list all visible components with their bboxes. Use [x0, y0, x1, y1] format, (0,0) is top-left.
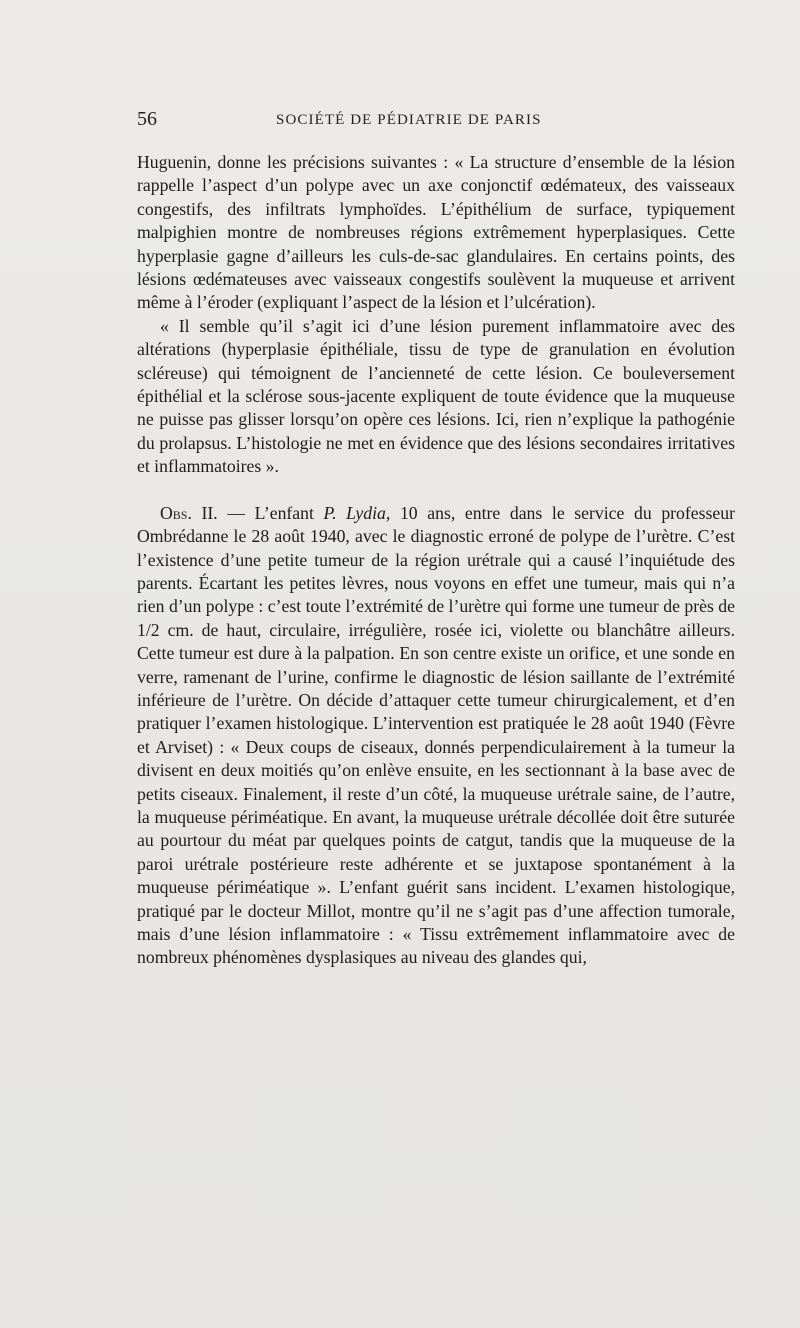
observation-label: Obs. II. [160, 502, 218, 523]
page-header [137, 108, 737, 138]
paragraph-histology-conclusion: « Il semble qu’il s’agit ici d’une lésion purement inflammatoire avec des altérations (hyperplasie épithéliale, tissu de type de granulation en évolution scléreuse) qui témoignent de l’ancienneté de cette lésion. Ce bouleversement épithélial et la sclérose sous-jacente expliquent de toute évidence que la muqueuse ne puisse pas glisser lorsqu’on opère ces lésions. Ici, rien n’explique la pathogénie du prolapsus. L’histologie ne met en évidence que des lésions secondaires irritatives et inflammatoires ». [137, 315, 735, 477]
paragraph-histology-description: Huguenin, donne les précisions suivantes : « La structure d’ensemble de la lésion rappelle l’aspect d’un polype avec un axe conjonctif œdémateux, des vaisseaux congestifs, des infiltrats lymphoïdes. L’épithélium de surface, typiquement malpighien montre de nombreuses régions extrêmement hyperplasiques. Cette hyperplasie gagne d’ailleurs les culs-de-sac glandulaires. En certains points, des lésions œdémateuses avec vaisseaux congestifs soulèvent la muqueuse et arrivent même à l’éroder (expliquant l’aspect de la lésion et l’ulcération). [137, 152, 735, 313]
body-text [137, 151, 735, 970]
observation-dash: — L’enfant [217, 502, 324, 523]
paragraph-observation-2 [137, 502, 735, 970]
patient-name: P. Lydia, [323, 502, 391, 523]
running-title: SOCIÉTÉ DE PÉDIATRIE DE PARIS [276, 112, 542, 128]
observation-text: 10 ans, entre dans le service du professeur Ombrédanne le 28 août 1940, avec le diagnostic erroné de polype de l’urètre. C’est l’existence d’une petite tumeur de la région urétrale qui a causé l’inquiétude des parents. Écartant les petites lèvres, nous voyons en effet une tumeur, mais qui n’a rien d’un polype : c’est toute l’extrémité de l’urètre qui forme une tumeur de près de 1/2 cm. de haut, circulaire, irrégulière, rosée ici, violette ou blanchâtre ailleurs. Cette tumeur est dure à la palpation. En son centre existe un orifice, et une sonde en verre, ramenant de l’urine, confirme le diagnostic de lésion saillante de l’extrémité inférieure de l’urètre. On décide d’attaquer cette tumeur chirurgicalement, et d’en pratiquer l’examen histologique. L’intervention est pratiquée le 28 août 1940 (Fèvre et Arviset) : « Deux coups de ciseaux, donnés perpendiculairement à la tumeur la divisent en deux moitiés qu’on enlève ensuite, en les sectionnant à la base avec de petits ciseaux. Finalement, il reste d’un côté, la muqueuse urétrale saine, de l’autre, la muqueuse périméatique. En avant, la muqueuse urétrale décollée doit être suturée au pourtour du méat par quelques points de catgut, tandis que la muqueuse de la paroi urétrale postérieure reste adhérente et se juxtapose spontanément à la muqueuse périméatique ». L’enfant guérit sans incident. L’examen histologique, pratiqué par le docteur Millot, montre qu’il ne s’agit pas d’une affection tumorale, mais d’une lésion inflammatoire : « Tissu extrêmement inflammatoire avec de nombreux phénomènes dysplasiques au niveau des glandes qui, [137, 502, 735, 968]
page-number: 56 [137, 108, 157, 130]
